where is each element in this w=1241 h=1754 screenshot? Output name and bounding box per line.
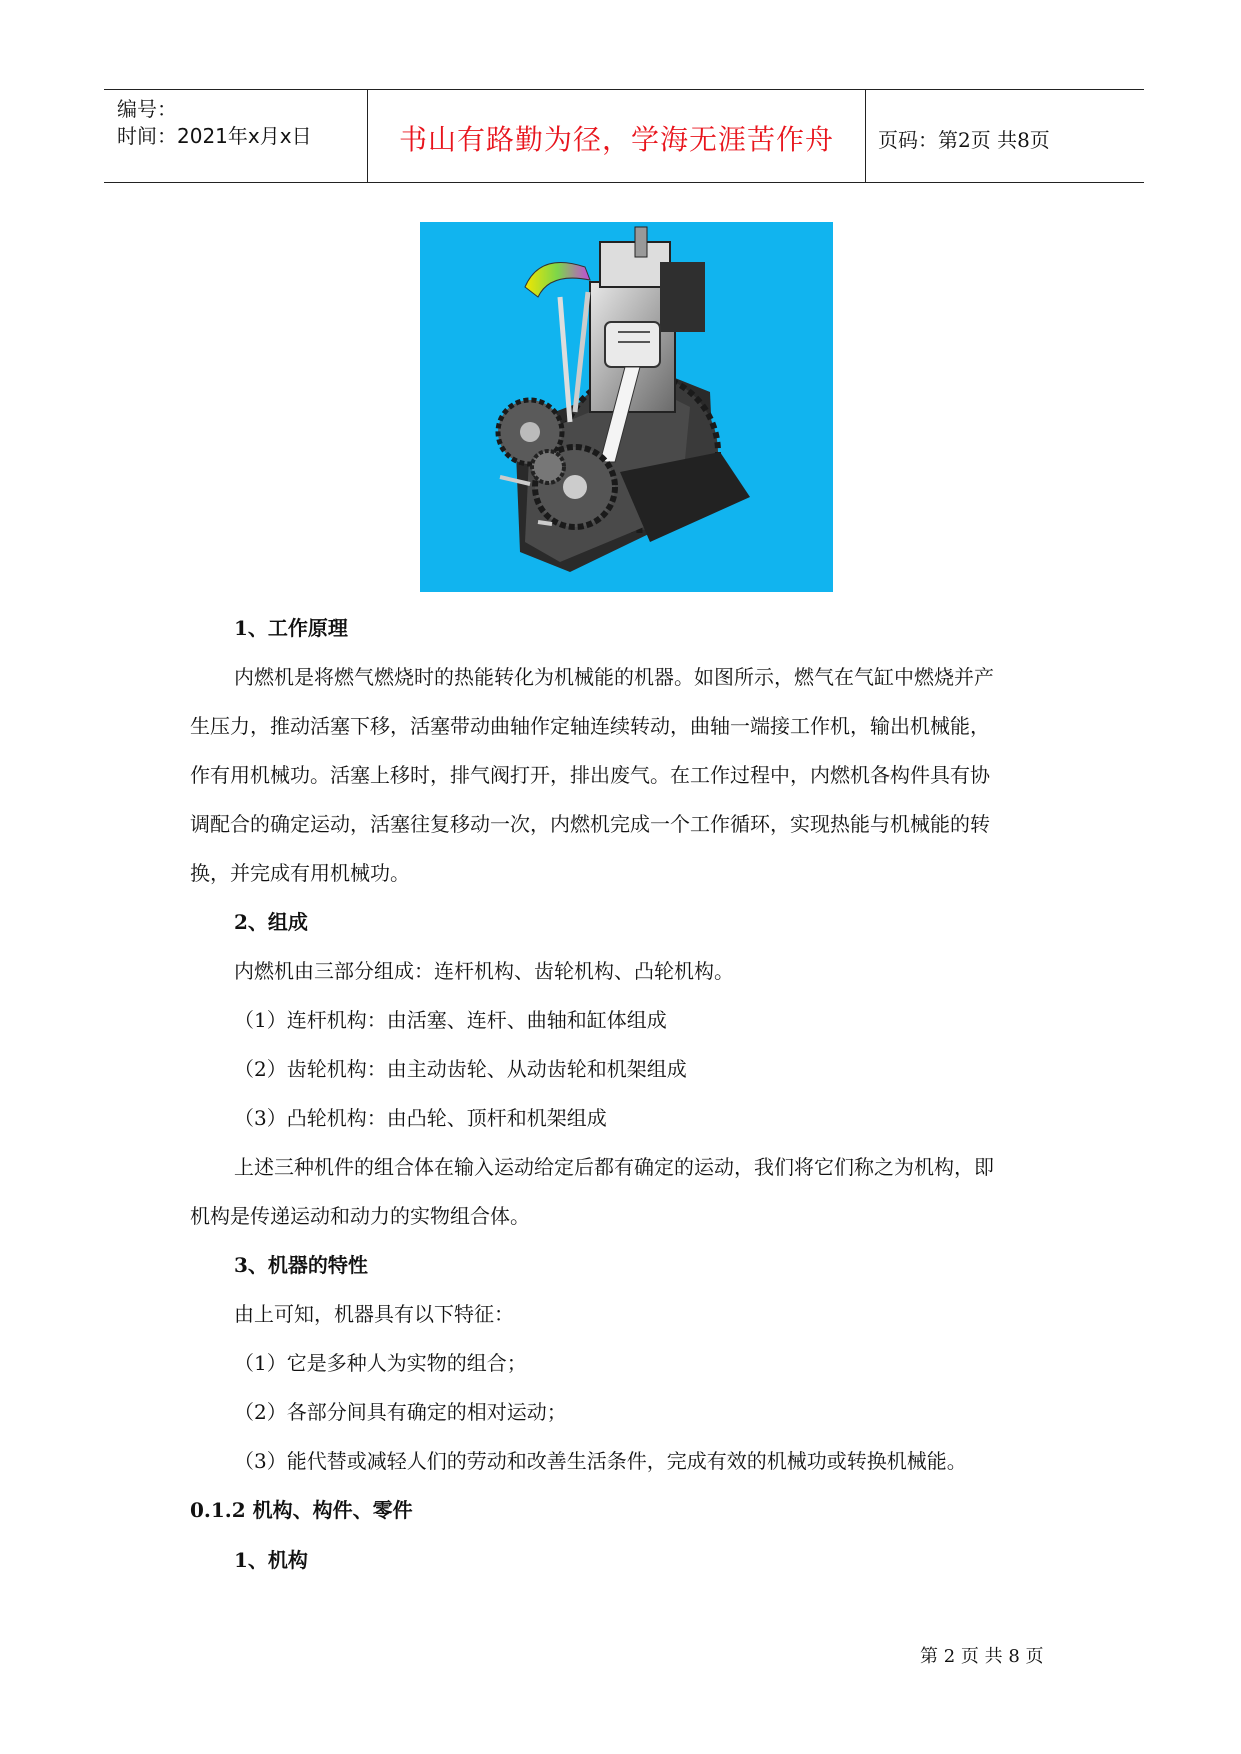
paragraph-line: 由上可知，机器具有以下特征： [234, 1302, 514, 1326]
list-item: （1）连杆机构：由活塞、连杆、曲轴和缸体组成 [234, 1008, 667, 1032]
subsection-heading: 1、机构 [234, 1548, 308, 1572]
paragraph-line: 内燃机由三部分组成：连杆机构、齿轮机构、凸轮机构。 [234, 959, 734, 983]
section-heading: 2、组成 [234, 910, 308, 934]
page-footer: 第 2 页 共 8 页 [920, 1646, 1044, 1667]
header-motto-cell [368, 90, 866, 182]
list-item: （3）凸轮机构：由凸轮、顶杆和机架组成 [234, 1106, 607, 1130]
header-info-cell [104, 90, 368, 182]
paragraph-line: 内燃机是将燃气燃烧时的热能转化为机械能的机器。如图所示，燃气在气缸中燃烧并产 [234, 665, 994, 689]
section-heading: 3、机器的特性 [234, 1253, 368, 1277]
page-code: 页码：第2页 共8页 [878, 128, 1050, 152]
motto: 书山有路勤为径，学海无涯苦作舟 [398, 123, 834, 156]
paragraph-line: 上述三种机件的组合体在输入运动给定后都有确定的运动，我们将它们称之为机构，即 [234, 1155, 994, 1179]
engine-drawing [420, 222, 833, 592]
list-item: （3）能代替或减轻人们的劳动和改善生活条件，完成有效的机械功或转换机械能。 [234, 1449, 967, 1473]
section-heading: 0.1.2 机构、构件、零件 [190, 1498, 413, 1522]
paragraph-line: 作有用机械功。活塞上移时，排气阀打开，排出废气。在工作过程中，内燃机各构件具有协 [190, 763, 990, 787]
doc-time: 时间：2021年x月x日 [117, 124, 312, 148]
engine-illustration [420, 222, 833, 592]
page-header [104, 89, 1144, 183]
section-heading: 1、工作原理 [234, 616, 348, 640]
paragraph-line: 机构是传递运动和动力的实物组合体。 [190, 1204, 530, 1228]
paragraph-line: 生压力，推动活塞下移，活塞带动曲轴作定轴连续转动，曲轴一端接工作机，输出机械能， [190, 714, 990, 738]
paragraph-line: 换，并完成有用机械功。 [190, 861, 410, 885]
paragraph-line: 调配合的确定运动，活塞往复移动一次，内燃机完成一个工作循环，实现热能与机械能的转 [190, 812, 990, 836]
doc-number-label: 编号： [117, 97, 177, 121]
header-page-cell [866, 90, 1144, 182]
list-item: （2）各部分间具有确定的相对运动； [234, 1400, 567, 1424]
list-item: （2）齿轮机构：由主动齿轮、从动齿轮和机架组成 [234, 1057, 687, 1081]
list-item: （1）它是多种人为实物的组合； [234, 1351, 527, 1375]
